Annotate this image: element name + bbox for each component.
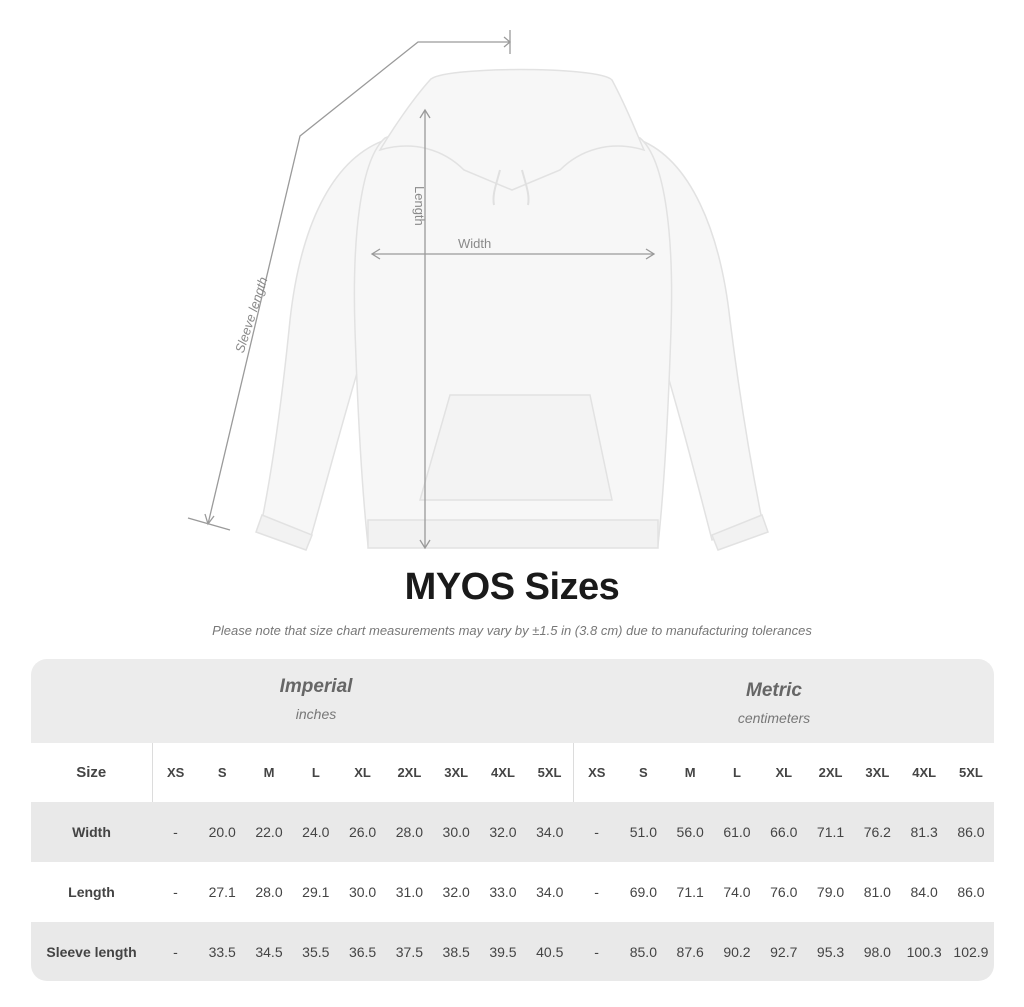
metric-value-cell: 98.0 [854, 922, 901, 981]
imperial-value-cell: 33.5 [199, 922, 246, 981]
imperial-value-cell: 36.5 [339, 922, 386, 981]
size-header-cell: 3XL [865, 765, 890, 780]
imperial-value-cell: 27.1 [199, 862, 246, 922]
metric-value-cell: 95.3 [807, 922, 854, 981]
metric-value-cell: 85.0 [620, 922, 667, 981]
imperial-value-cell: 37.5 [386, 922, 433, 981]
row-label: Length [31, 862, 152, 922]
metric-value-cell: 71.1 [807, 802, 854, 862]
size-header-cell: S [639, 765, 648, 780]
size-header-cell: L [732, 765, 741, 780]
row-label: Width [31, 802, 152, 862]
imperial-value-cell: 40.5 [526, 922, 573, 981]
width-label: Width [458, 236, 492, 251]
metric-value-cell: - [573, 862, 620, 922]
imperial-value-cell: 28.0 [246, 862, 293, 922]
table-row [31, 802, 994, 862]
metric-value-cell: 87.6 [667, 922, 714, 981]
unit-header [31, 659, 994, 743]
metric-value-cell: 79.0 [807, 862, 854, 922]
imperial-value-cell: 30.0 [339, 862, 386, 922]
imperial-value-cell: 38.5 [433, 922, 480, 981]
size-header-cell: 5XL [537, 765, 562, 780]
imperial-value-cell: 30.0 [433, 802, 480, 862]
size-column-label: Size [76, 764, 107, 781]
imperial-value-cell: 34.0 [526, 802, 573, 862]
metric-value-cell: 84.0 [901, 862, 948, 922]
size-header-cell: L [311, 765, 320, 780]
imperial-value-cell: 29.1 [292, 862, 339, 922]
imperial-value-cell: 33.0 [480, 862, 527, 922]
metric-value-cell: 56.0 [667, 802, 714, 862]
table-row [31, 922, 994, 981]
size-header-cell: XL [354, 765, 371, 780]
imperial-value-cell: - [152, 862, 199, 922]
imperial-value-cell: 32.0 [433, 862, 480, 922]
metric-value-cell: 102.9 [948, 922, 994, 981]
size-chart [31, 659, 994, 981]
imperial-value-cell: 34.5 [246, 922, 293, 981]
metric-unit: centimeters [737, 710, 811, 726]
imperial-unit: inches [295, 706, 337, 722]
size-header-cell: XL [775, 765, 793, 780]
metric-value-cell: 76.2 [854, 802, 901, 862]
imperial-value-cell: 39.5 [480, 922, 527, 981]
size-header-cell: 4XL [491, 765, 515, 780]
imperial-value-cell: - [152, 802, 199, 862]
metric-value-cell: 92.7 [760, 922, 807, 981]
metric-value-cell: 66.0 [760, 802, 807, 862]
metric-value-cell: 76.0 [760, 862, 807, 922]
imperial-value-cell: 28.0 [386, 802, 433, 862]
metric-value-cell: 86.0 [948, 862, 994, 922]
length-label: Length [412, 186, 427, 226]
metric-title: Metric [746, 680, 802, 701]
size-header-row [31, 743, 994, 802]
metric-value-cell: 90.2 [714, 922, 761, 981]
size-header-cell: 2XL [818, 765, 843, 780]
metric-value-cell: - [573, 802, 620, 862]
size-header-cell: 2XL [397, 765, 422, 780]
metric-value-cell: 74.0 [714, 862, 761, 922]
imperial-value-cell: 24.0 [292, 802, 339, 862]
size-header-cell: M [263, 765, 275, 780]
imperial-value-cell: 31.0 [386, 862, 433, 922]
size-header-cell: S [217, 765, 227, 780]
imperial-value-cell: 22.0 [246, 802, 293, 862]
size-table [31, 743, 994, 981]
metric-value-cell: 86.0 [948, 802, 994, 862]
metric-value-cell: 100.3 [901, 922, 948, 981]
metric-value-cell: 51.0 [620, 802, 667, 862]
size-header-cell: M [684, 765, 696, 780]
row-label: Sleeve length [31, 922, 152, 981]
size-header-cell: 4XL [912, 765, 937, 780]
size-header-cell: 5XL [959, 765, 983, 780]
imperial-value-cell: 20.0 [199, 802, 246, 862]
size-header-cell: 3XL [444, 765, 469, 780]
metric-value-cell: 61.0 [714, 802, 761, 862]
imperial-value-cell: 34.0 [526, 862, 573, 922]
sleeve-length-label: Sleeve length [232, 275, 271, 355]
metric-value-cell: - [573, 922, 620, 981]
imperial-title: Imperial [279, 676, 353, 697]
metric-value-cell: 81.0 [854, 862, 901, 922]
imperial-value-cell: 26.0 [339, 802, 386, 862]
metric-value-cell: 71.1 [667, 862, 714, 922]
imperial-heading [271, 676, 361, 722]
imperial-value-cell: - [152, 922, 199, 981]
imperial-value-cell: 35.5 [292, 922, 339, 981]
size-header-cell: XS [152, 743, 199, 802]
page-title: MYOS Sizes [404, 566, 620, 608]
tolerance-note: Please note that size chart measurements may vary by ±1.5 in (3.8 cm) due to manufacturing tolerances [212, 623, 812, 638]
metric-heading [719, 680, 829, 726]
table-row [31, 862, 994, 922]
metric-value-cell: 81.3 [901, 802, 948, 862]
size-header-cell: XS [573, 743, 620, 802]
imperial-value-cell: 32.0 [480, 802, 527, 862]
metric-value-cell: 69.0 [620, 862, 667, 922]
